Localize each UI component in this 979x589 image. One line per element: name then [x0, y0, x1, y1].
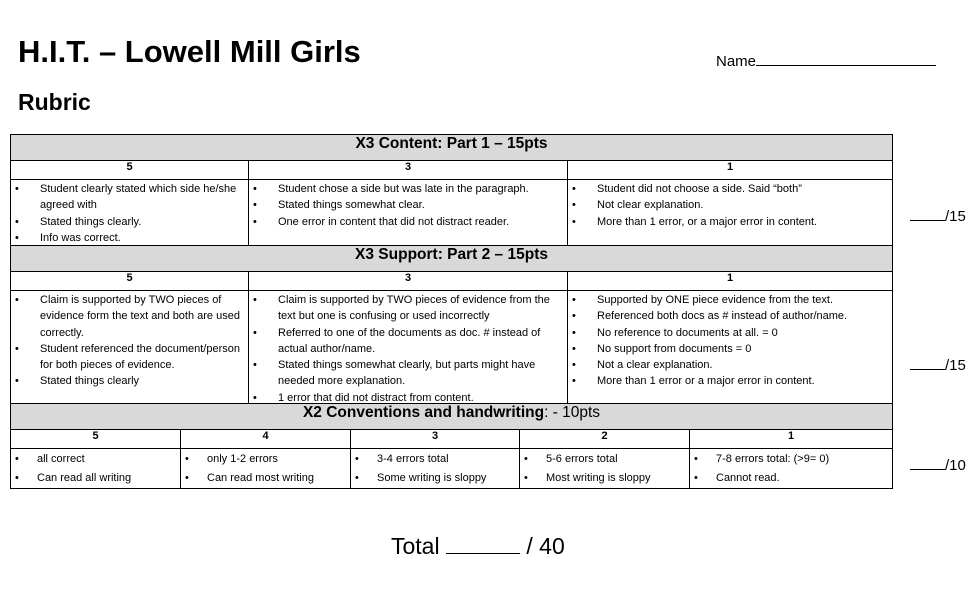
score-header-5: 5: [11, 272, 249, 291]
conventions-heading-bold: X2 Conventions and handwriting: [302, 404, 545, 421]
criterion-item: • Student chose a side but was late in the paragraph.: [249, 181, 563, 197]
rubric-subtitle: Rubric: [18, 89, 91, 115]
conventions-score-max: /10: [945, 457, 966, 474]
conventions-criteria-5: [11, 449, 181, 489]
criterion-item: • Student referenced the document/person for both pieces of evidence.: [11, 341, 244, 374]
support-section-heading: X3 Support: Part 2 – 15pts: [11, 246, 893, 272]
criterion-item: • Can read all writing: [11, 469, 176, 488]
criterion-item: • only 1-2 errors: [181, 450, 346, 469]
total-score[interactable]: [391, 533, 565, 560]
criterion-item: • Claim is supported by TWO pieces of evidence form the text and both are used correctly.: [11, 292, 244, 341]
conventions-section-heading: [11, 404, 893, 430]
criterion-item: • Student clearly stated which side he/she agreed with: [11, 181, 244, 214]
criterion-item: • 5-6 errors total: [520, 450, 685, 469]
criterion-item: • Not clear explanation.: [568, 197, 888, 213]
score-header-1: 1: [568, 161, 893, 180]
score-header-3: 3: [249, 161, 568, 180]
content-criteria-5: [11, 180, 249, 247]
score-header-5: 5: [11, 161, 249, 180]
conventions-criteria-1: [690, 449, 893, 489]
criterion-item: • Cannot read.: [690, 469, 888, 488]
criterion-item: • More than 1 error, or a major error in content.: [568, 214, 888, 230]
conventions-criteria-4: [181, 449, 351, 489]
conventions-score-blank[interactable]: [910, 457, 966, 474]
name-field[interactable]: [716, 52, 936, 70]
criterion-item: • No reference to documents at all. = 0: [568, 325, 888, 341]
criterion-item: • Referenced both docs as # instead of author/name.: [568, 308, 888, 324]
score-header-3: 3: [249, 272, 568, 291]
criterion-item: • Not a clear explanation.: [568, 357, 888, 373]
criterion-item: • Supported by ONE piece evidence from the text.: [568, 292, 888, 308]
content-score-max: /15: [945, 208, 966, 225]
support-criteria-1: [568, 291, 893, 407]
criterion-item: • Stated things clearly.: [11, 214, 244, 230]
total-label: Total: [391, 533, 440, 559]
criterion-item: • Some writing is sloppy: [351, 469, 515, 488]
score-header-1: 1: [690, 430, 893, 449]
conventions-score-line[interactable]: [910, 457, 945, 470]
support-criteria-5: [11, 291, 249, 407]
name-blank-line[interactable]: [756, 52, 936, 66]
criterion-item: • More than 1 error or a major error in content.: [568, 373, 888, 389]
criterion-item: • 1 error that did not distract from content.: [249, 390, 563, 406]
conventions-heading-points: : - 10pts: [544, 404, 601, 421]
criterion-item: • 7-8 errors total: (>9= 0): [690, 450, 888, 469]
support-criteria-3: [249, 291, 568, 407]
conventions-criteria-2: [520, 449, 690, 489]
content-section-heading: X3 Content: Part 1 – 15pts: [11, 135, 893, 161]
score-header-3: 3: [351, 430, 520, 449]
total-max: / 40: [526, 533, 565, 559]
content-criteria-1: [568, 180, 893, 247]
content-score-blank[interactable]: [910, 208, 966, 225]
score-header-2: 2: [520, 430, 690, 449]
name-label: Name: [716, 53, 757, 70]
criterion-item: • Stated things somewhat clearly, but parts might have needed more explanation.: [249, 357, 563, 390]
criterion-item: • 3-4 errors total: [351, 450, 515, 469]
support-rubric-table: [10, 245, 893, 407]
score-header-5: 5: [11, 430, 181, 449]
page-title: H.I.T. – Lowell Mill Girls: [18, 34, 361, 69]
criterion-item: • One error in content that did not distract reader.: [249, 214, 563, 230]
criterion-item: • Info was correct.: [11, 230, 244, 246]
criterion-item: • Referred to one of the documents as doc. # instead of actual author/name.: [249, 325, 563, 358]
score-header-4: 4: [181, 430, 351, 449]
criterion-item: • Stated things clearly: [11, 373, 244, 389]
total-score-line[interactable]: [446, 535, 520, 554]
criterion-item: • Student did not choose a side. Said “both”: [568, 181, 888, 197]
criterion-item: • Stated things somewhat clear.: [249, 197, 563, 213]
conventions-rubric-table: [10, 403, 893, 489]
content-criteria-3: [249, 180, 568, 247]
content-score-line[interactable]: [910, 208, 945, 221]
criterion-item: • No support from documents = 0: [568, 341, 888, 357]
support-score-line[interactable]: [910, 357, 945, 370]
criterion-item: • Claim is supported by TWO pieces of evidence from the text but one is confusing or used incorrectly: [249, 292, 563, 325]
support-score-blank[interactable]: [910, 357, 966, 374]
criterion-item: • Most writing is sloppy: [520, 469, 685, 488]
criterion-item: • Can read most writing: [181, 469, 346, 488]
conventions-criteria-3: [351, 449, 520, 489]
support-score-max: /15: [945, 357, 966, 374]
score-header-1: 1: [568, 272, 893, 291]
content-rubric-table: [10, 134, 893, 247]
criterion-item: • all correct: [11, 450, 176, 469]
